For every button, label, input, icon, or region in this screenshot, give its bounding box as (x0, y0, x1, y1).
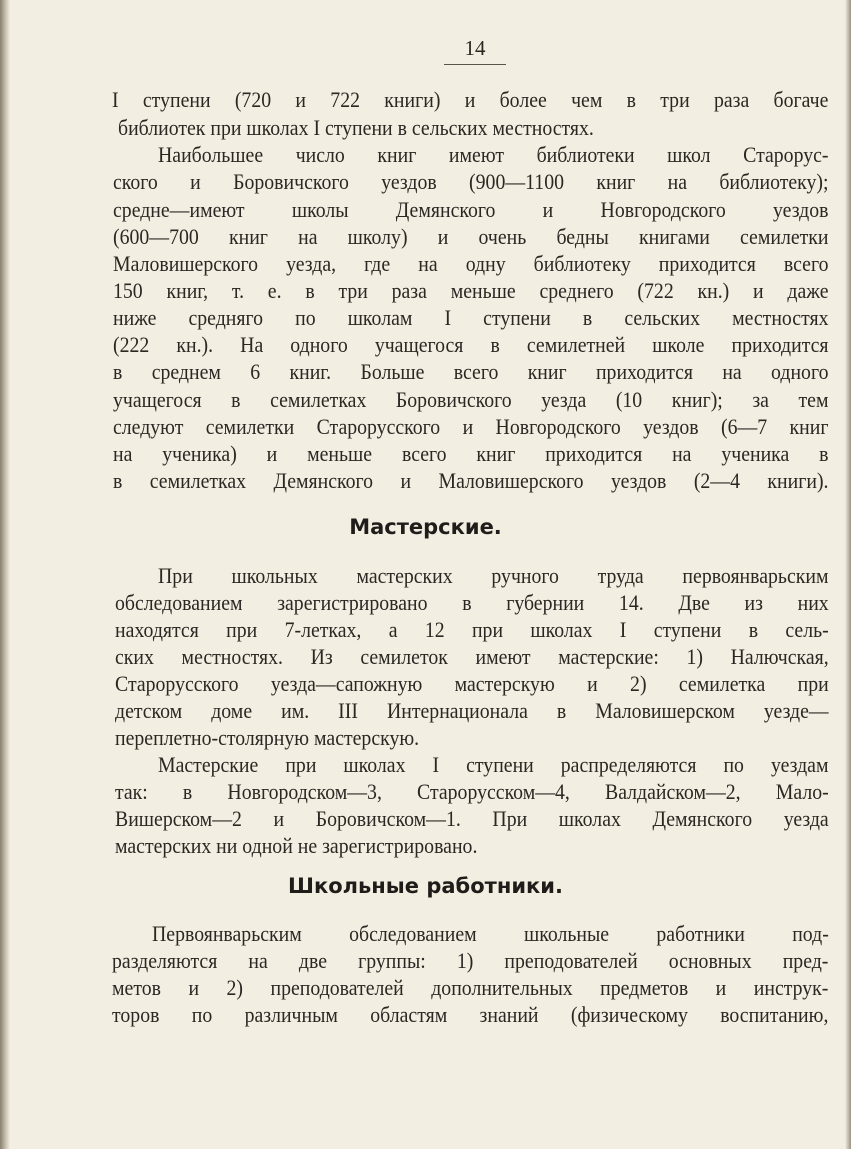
page-number-rule (444, 64, 506, 65)
paragraph-line: находятся при 7-летках, а 12 при школах I ступени в сель- (115, 617, 829, 642)
paragraph-line: ских местностях. Из семилеток имеют мастерские: 1) Налючская, (115, 644, 829, 669)
paragraph-line: в среднем 6 книг. Больше всего книг приходится на одного (113, 359, 829, 384)
paragraph-line: 150 книг, т. е. в три раза меньше среднего (722 кн.) и даже (113, 278, 829, 303)
paragraph-line: Наибольшее число книг имеют библиотеки школ Старорус- (158, 142, 829, 167)
paragraph-line: Первоянварьским обследованием школьные работники под- (152, 921, 829, 946)
paragraph-line: детском доме им. III Интернационала в Маловишерском уезде— (115, 698, 829, 723)
page-edge-right (845, 0, 851, 1149)
paragraph-line: мастерских ни одной не зарегистрировано. (115, 833, 478, 858)
paragraph-line: разделяются на две группы: 1) преподователей основных пред- (112, 948, 829, 973)
paragraph-line: Старорусского уезда—сапожную мастерскую и 2) семилетка при (115, 671, 829, 696)
paragraph-line: Вишерском—2 и Боровичском—1. При школах Демянского уезда (115, 806, 829, 831)
paragraph-line: на ученика) и меньше всего книг приходится на ученика в (113, 441, 829, 466)
paragraph-line: следуют семилетки Старорусского и Новгородского уездов (6—7 книг (113, 414, 829, 439)
paragraph-line: (222 кн.). На одного учащегося в семилетней школе приходится (113, 332, 829, 357)
paragraph-line: обследованием зарегистрировано в губернии 14. Две из них (115, 590, 829, 615)
paragraph-line: переплетно-столярную мастерскую. (115, 725, 420, 750)
paragraph-line: метов и 2) преподователей дополнительных предметов и инструк- (112, 975, 829, 1000)
paragraph-line: учащегося в семилетках Боровичского уезда (10 книг); за тем (113, 387, 829, 412)
paragraph-line: ского и Боровичского уездов (900—1100 книг на библиотеку); (113, 169, 829, 194)
section-heading-workshops: Мастерские. (349, 515, 502, 539)
paragraph-line: в семилетках Демянского и Маловишерского уездов (2—4 книги). (113, 468, 829, 493)
page-edge-left (0, 0, 10, 1149)
paragraph-line: Маловишерского уезда, где на одну библиотеку приходится всего (113, 251, 829, 276)
page-number: 14 (464, 36, 486, 60)
paragraph-line: ниже средняго по школам I ступени в сельских местностях (113, 305, 829, 330)
paragraph-line: I ступени (720 и 722 книги) и более чем в три раза богаче (112, 87, 829, 112)
paragraph-line: Мастерские при школах I ступени распределяются по уездам (158, 752, 829, 777)
paragraph-line: торов по различным областям знаний (физическому воспитанию, (112, 1002, 829, 1027)
paragraph-line: библиотек при школах I ступени в сельских местностях. (118, 115, 594, 140)
paragraph-line: средне—имеют школы Демянского и Новгородского уездов (113, 197, 829, 222)
paragraph-line: (600—700 книг на школу) и очень бедны книгами семилетки (113, 224, 829, 249)
paragraph-line: так: в Новгородском—3, Старорусском—4, Валдайском—2, Мало- (115, 779, 829, 804)
paragraph-line: При школьных мастерских ручного труда первоянварьским (158, 563, 829, 588)
section-heading-school-workers: Школьные работники. (288, 874, 563, 898)
